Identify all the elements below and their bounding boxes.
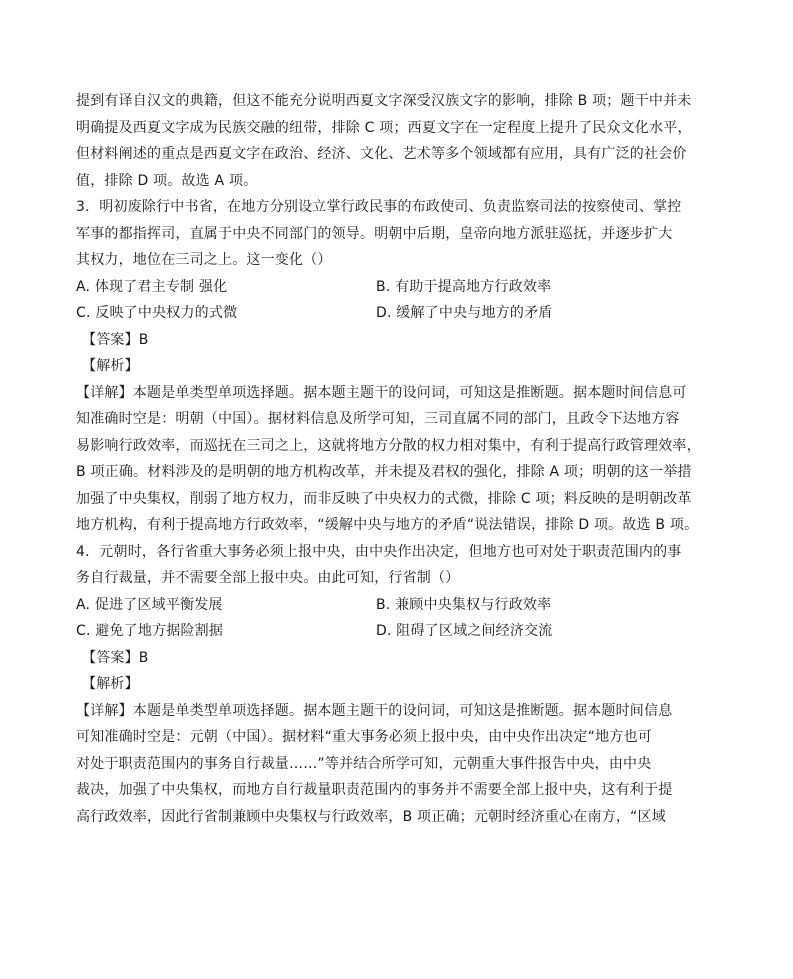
q3-stem-line: 3．明初废除行中书省，在地方分别设立掌行政民事的布政使司、负责监察司法的按察使司、掌控 <box>76 199 682 215</box>
q4-detail-line: 高行政效率，因此行省制兼顾中央集权与行政效率，B 项正确；元朝时经济重心在南方，“区域 <box>76 808 666 825</box>
q3-option-b: B. 有助于提高地方行政效率 <box>376 278 552 295</box>
q4-detail-line: 【详解】本题是单类型单项选择题。据本题主题干的设问词，可知这是推断题。据本题时间信息 <box>76 702 673 719</box>
q3-option-d: D. 缓解了中央与地方的矛盾 <box>376 305 553 321</box>
q4-option-a: A. 促进了区域平衡发展 <box>76 596 223 613</box>
document-content <box>76 88 716 830</box>
question-3 <box>76 194 716 539</box>
q4-detail-line: 对处于职责范围内的事务自行裁量……”等并结合所学可知，元朝重大事件报告中央，由中央 <box>76 755 652 772</box>
q3-detail-line: B 项正确。材料涉及的是明朝的地方机构改革，并未提及君权的强化，排除 A 项；明朝的这一举措 <box>76 464 692 480</box>
q3-answer: 【答案】B <box>82 331 149 348</box>
q4-option-b: B. 兼顾中央集权与行政效率 <box>376 596 552 613</box>
q4-analysis-label: 【解析】 <box>82 676 139 692</box>
intro-line: 值，排除 D 项。故选 A 项。 <box>76 172 258 189</box>
q4-detail-line: 裁决，加强了中央集权，而地方自行裁量职责范围内的事务并不需要全部上报中央，这有利于提 <box>76 782 673 798</box>
q3-analysis-label: 【解析】 <box>82 358 139 374</box>
intro-line: 但材料阐述的重点是西夏文字在政治、经济、文化、艺术等多个领域都有应用，具有广泛的社会价 <box>76 146 687 162</box>
q4-stem-line: 4．元朝时，各行省重大事务必须上报中央，由中央作出决定，但地方也可对处于职责范围内的事 <box>76 543 682 560</box>
q3-detail-line: 知准确时空是：明朝（中国）。据材料信息及所学可知，三司直属不同的部门，且政令下达地方容 <box>76 411 680 427</box>
q3-option-a: A. 体现了君主专制 强化 <box>76 278 228 295</box>
question-4 <box>76 539 716 831</box>
q3-detail-line: 地方机构，有利于提高地方行政效率，“缓解中央与地方的矛盾“说法错误，排除 D 项。故选 B 项。 <box>76 517 699 533</box>
q3-detail-line: 易影响行政效率，而巡抚在三司之上，这就将地方分散的权力相对集中，有利于提高行政管理效率， <box>76 437 701 454</box>
intro-paragraph <box>76 88 716 194</box>
q4-options <box>76 592 716 645</box>
q4-answer: 【答案】B <box>82 649 149 666</box>
q3-options <box>76 274 716 327</box>
intro-line: 明确提及西夏文字成为民族交融的纽带，排除 C 项；西夏文字在一定程度上提升了民众文化水平， <box>76 119 692 136</box>
q3-stem-line: 军事的都指挥司，直属于中央不同部门的领导。明朝中后期，皇帝向地方派驻巡抚，并逐步扩大 <box>76 225 673 242</box>
q4-option-c: C. 避免了地方据险割据 <box>76 623 224 639</box>
q4-option-d: D. 阻碍了区域之间经济交流 <box>376 623 553 639</box>
q4-detail-line: 可知准确时空是：元朝（中国）。据材料“重大事务必须上报中央，由中央作出决定“地方也可 <box>76 729 652 745</box>
q4-stem-line: 务自行裁量，并不需要全部上报中央。由此可知，行省制（） <box>76 570 460 586</box>
q3-detail-line: 【详解】本题是单类型单项选择题。据本题主题干的设问词，可知这是推断题。据本题时间信息可 <box>76 384 687 401</box>
intro-line: 提到有译自汉文的典籍，但这不能充分说明西夏文字深受汉族文字的影响，排除 B 项；题干中并未 <box>76 93 692 109</box>
q3-detail-line: 加强了中央集权，削弱了地方权力，而非反映了中央权力的式微，排除 C 项；料反映的是明朝改革 <box>76 490 692 507</box>
q3-option-c: C. 反映了中央权力的式微 <box>76 305 238 321</box>
q3-stem-line: 其权力，地位在三司之上。这一变化（） <box>76 252 332 268</box>
